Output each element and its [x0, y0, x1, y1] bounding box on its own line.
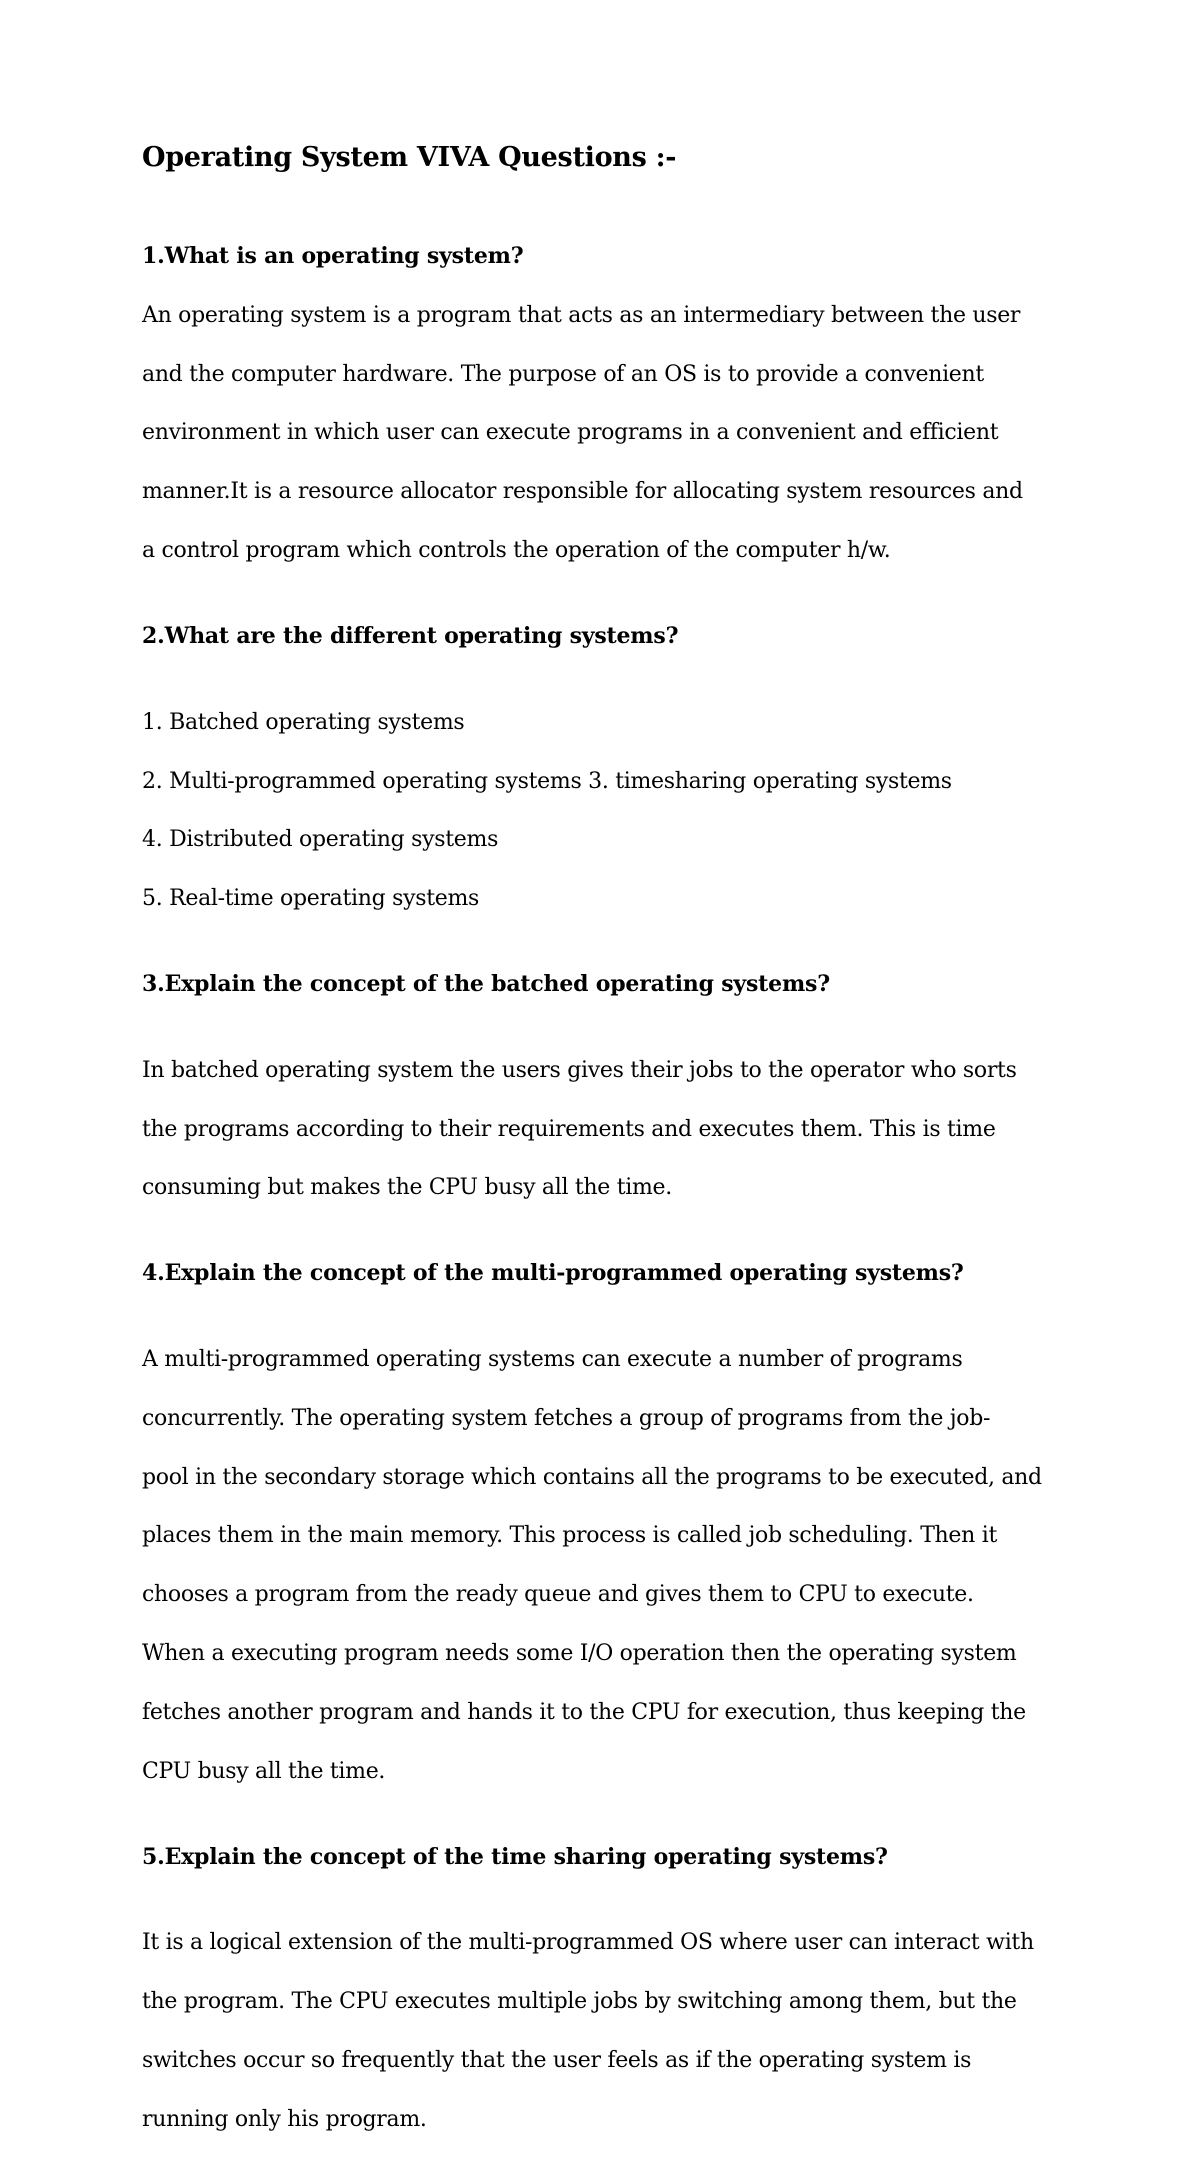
- list-item: 4. Distributed operating systems: [142, 827, 499, 853]
- answer-line: CPU busy all the time.: [142, 1758, 386, 1784]
- answer-line: running only his program.: [142, 2106, 427, 2132]
- question-heading: 3.Explain the concept of the batched operating systems?: [142, 970, 830, 997]
- list-item: 2. Multi-programmed operating systems 3. timesharing operating systems: [142, 768, 952, 794]
- answer-list: [142, 678, 1072, 943]
- answer-line: When a executing program needs some I/O operation then the operating system: [142, 1641, 1017, 1667]
- document-title: Operating System VIVA Questions :-: [142, 142, 677, 173]
- question-2: [142, 622, 1072, 943]
- question-3: [142, 970, 1072, 1232]
- answer-paragraph: [142, 1316, 1072, 1816]
- answer-line: concurrently. The operating system fetches a group of programs from the job-: [142, 1405, 991, 1431]
- question-1: [142, 242, 1072, 595]
- answer-paragraph: [142, 1026, 1072, 1232]
- answer-line: the program. The CPU executes multiple jobs by switching among them, but the: [142, 1989, 1017, 2015]
- answer-line: environment in which user can execute programs in a convenient and efficient: [142, 420, 999, 446]
- answer-line: A multi-programmed operating systems can execute a number of programs: [142, 1347, 963, 1372]
- question-4: [142, 1259, 1072, 1815]
- question-heading: 5.Explain the concept of the time sharing operating systems?: [142, 1843, 888, 1870]
- question-heading: 4.Explain the concept of the multi-programmed operating systems?: [142, 1260, 964, 1287]
- question-heading: 2.What are the different operating systems?: [142, 622, 679, 649]
- answer-line: In batched operating system the users gives their jobs to the operator who sorts: [142, 1057, 1017, 1083]
- answer-paragraph: [142, 1899, 1072, 2164]
- answer-line: fetches another program and hands it to the CPU for execution, thus keeping the: [142, 1699, 1026, 1725]
- answer-line: places them in the main memory. This process is called job scheduling. Then it: [142, 1523, 997, 1549]
- answer-line: and the computer hardware. The purpose of an OS is to provide a convenient: [142, 361, 984, 387]
- list-item: 5. Real-time operating systems: [142, 886, 480, 912]
- answer-line: switches occur so frequently that the user feels as if the operating system is: [142, 2047, 972, 2073]
- answer-paragraph: [142, 271, 1072, 594]
- answer-line: chooses a program from the ready queue and gives them to CPU to execute.: [142, 1582, 974, 1608]
- answer-line: consuming but makes the CPU busy all the time.: [142, 1175, 672, 1201]
- question-heading: 1.What is an operating system?: [142, 243, 524, 269]
- list-item: 1. Batched operating systems: [142, 709, 465, 735]
- answer-line: An operating system is a program that acts as an intermediary between the user: [142, 302, 1021, 328]
- answer-line: It is a logical extension of the multi-programmed OS where user can interact with: [142, 1930, 1034, 1956]
- answer-line: a control program which controls the operation of the computer h/w.: [142, 538, 891, 564]
- answer-line: manner.It is a resource allocator responsible for allocating system resources and: [142, 479, 1023, 505]
- answer-line: pool in the secondary storage which contains all the programs to be executed, and: [142, 1464, 1042, 1490]
- document-page: [142, 140, 1072, 2164]
- answer-line: the programs according to their requirements and executes them. This is time: [142, 1116, 996, 1142]
- question-5: [142, 1843, 1072, 2164]
